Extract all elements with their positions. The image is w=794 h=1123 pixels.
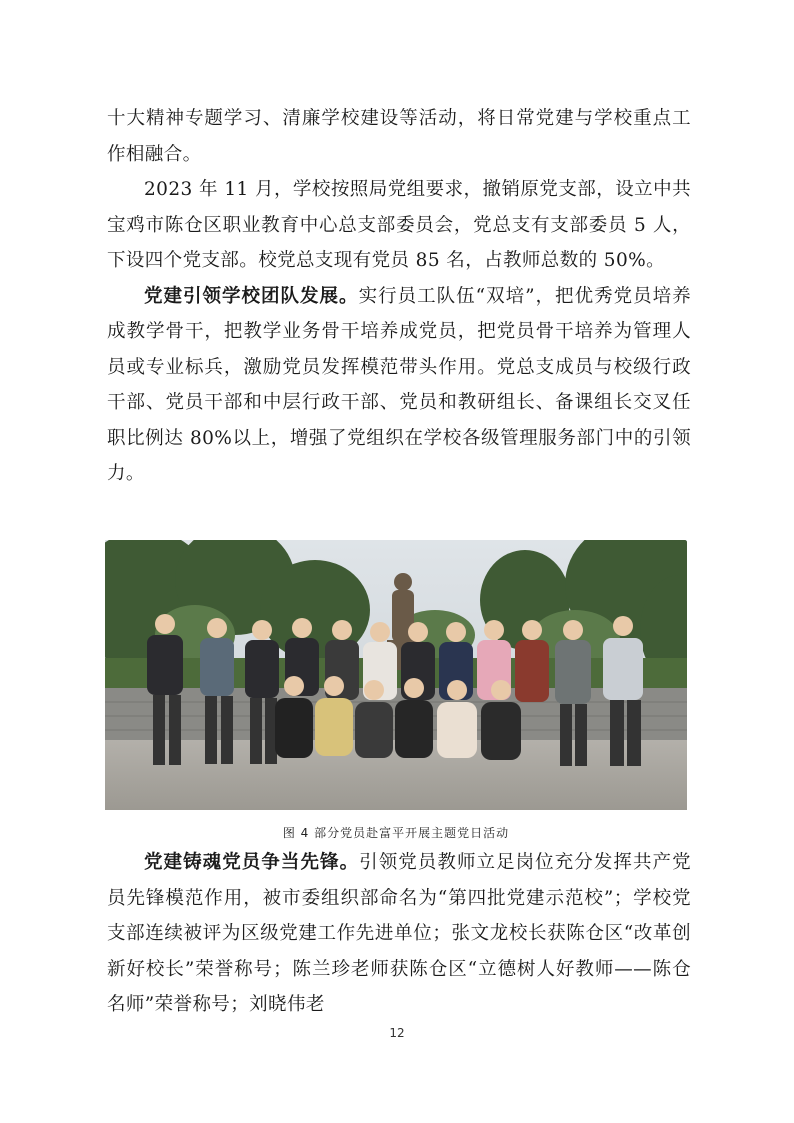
paragraph-1: [107, 101, 691, 172]
paragraph-2: [107, 172, 691, 279]
paragraph-2-text: 2023 年 11 月，学校按照局党组要求，撤销原党支部，设立中共宝鸡市陈仓区职业教育中心总支部委员会，党总支有支部委员 5 人，下设四个党支部。校党总支现有党员 85 名，占教师总数的 50%。: [107, 179, 691, 271]
paragraph-4-lead: 党建铸魂党员争当先锋。: [144, 852, 360, 873]
paragraph-3-lead: 党建引领学校团队发展。: [144, 285, 359, 307]
paragraph-4: [107, 845, 691, 1023]
paragraph-3: [107, 279, 691, 492]
body-text-bottom: [107, 845, 691, 1023]
paragraph-1-text: 十大精神专题学习、清廉学校建设等活动，将日常党建与学校重点工作相融合。: [107, 108, 691, 165]
paragraph-4-text: 引领党员教师立足岗位充分发挥共产党员先锋模范作用，被市委组织部命名为“第四批党建示范校”；学校党支部连续被评为区级党建工作先进单位；张文龙校长获陈仓区“改革创新好校长”荣誉称号；陈兰珍老师获陈仓区“立德树人好教师——陈仓名师”荣誉称号；刘晓伟老: [107, 852, 691, 1015]
group-photo: [105, 540, 687, 810]
figure-caption: 图 4 部分党员赴富平开展主题党日活动: [282, 826, 510, 840]
page-number: 12: [389, 1026, 405, 1040]
paragraph-3-text: 实行员工队伍“双培”，把优秀党员培养成教学骨干，把教学业务骨干培养成党员，把党员骨干培养为管理人员或专业标兵，激励党员发挥模范带头作用。党总支成员与校级行政干部、党员干部和中层行政干部、党员和教研组长、备课组长交叉任职比例达 80%以上，增强了党组织在学校各级管理服务部门中的引领力。: [107, 285, 691, 484]
group-photo-illustration: [105, 540, 687, 810]
body-text-top: [107, 101, 691, 492]
